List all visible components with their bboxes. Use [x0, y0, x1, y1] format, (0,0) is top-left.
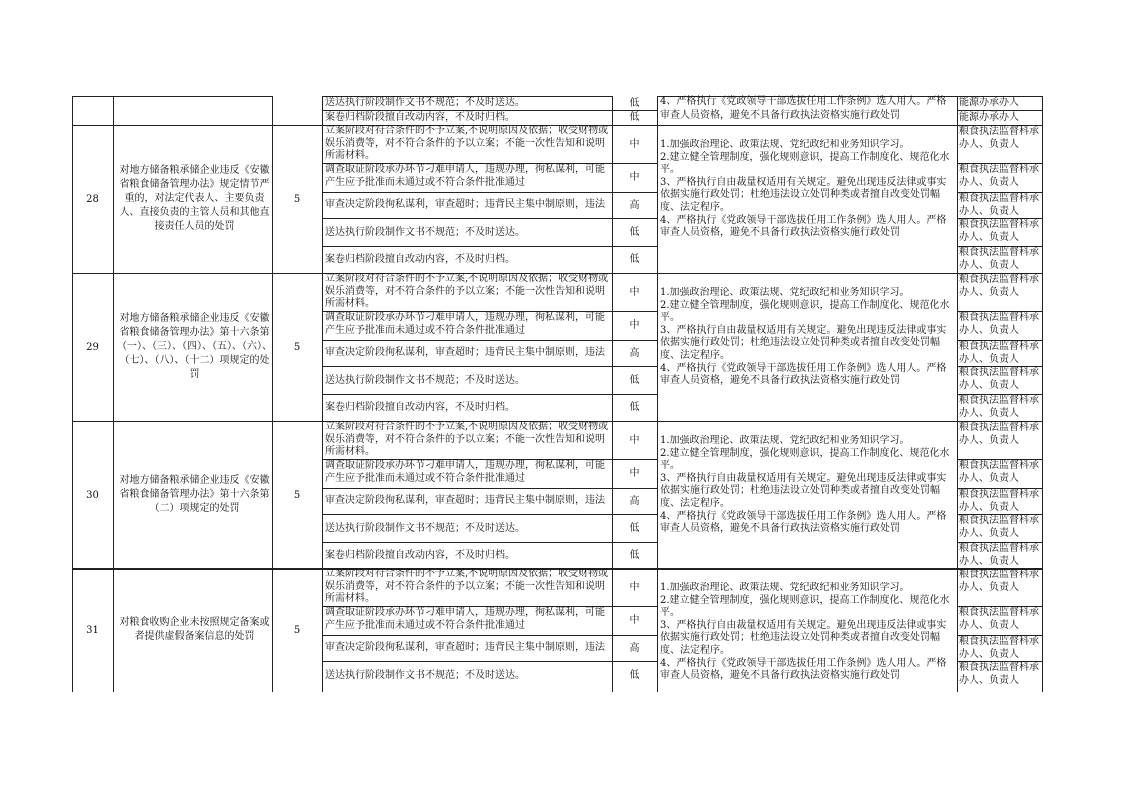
top-measure-text: 4、严格执行《党政领导干部选拔任用工作条例》选人用人。严格审查人员资格，避免不具备行政执法资格实施行政处罚	[660, 96, 947, 121]
risk-level: 低	[629, 226, 640, 238]
item-name: 对地方储备粮承储企业违反《安徽省粮食储备管理办法》第十六条第（一）、（三）、（四）、（五）、（六）、（七）、（八）、（十二）项规定的处罚	[117, 313, 272, 380]
column-border	[657, 421, 658, 569]
responsible-dept: 粮食执法监督科承办人、负责人	[959, 543, 1039, 567]
risk-step-text: 案卷归档阶段擅自改动内容，不及时归档。	[325, 550, 515, 561]
column-border	[72, 96, 73, 125]
risk-level: 低	[629, 550, 640, 561]
top-risk-level: 低	[629, 112, 640, 123]
prevention-measures	[660, 139, 954, 273]
risk-level: 高	[629, 199, 640, 211]
risk-level: 中	[629, 581, 640, 593]
top-risk-level: 低	[629, 97, 640, 109]
risk-level: 中	[629, 468, 640, 479]
top-responsible: 能源办承办人	[959, 97, 1019, 108]
responsible-dept: 粮食执法监督科承办人、负责人	[959, 247, 1039, 271]
responsible-dept: 粮食执法监督科承办人、负责人	[959, 569, 1039, 593]
risk-level: 低	[629, 402, 640, 413]
measure-item: 2.建立健全管理制度，强化规则意识，提高工作制度化、规范化水平。	[660, 447, 950, 472]
risk-step-text: 立案阶段对符合条件的不予立案,不说明原因及依据；收受财物或娱乐消费等，对不符合条件的予以立案；不能一次性告知和说明所需材料。	[325, 125, 609, 161]
column-border	[957, 421, 958, 569]
column-border	[113, 421, 114, 569]
risk-step-text: 立案阶段对符合条件的不予立案,不说明原因及依据；收受财物或娱乐消费等，对不符合条件的予以立案；不能一次性告知和说明所需材料。	[325, 421, 609, 457]
column-border	[957, 125, 958, 273]
responsible-dept: 粮食执法监督科承办人、负责人	[959, 164, 1039, 188]
item-name: 对粮食收购企业未按照规定备案或者提供虚假备案信息的处罚	[119, 617, 270, 642]
responsible-dept: 粮食执法监督科承办人、负责人	[959, 219, 1039, 243]
risk-level: 低	[629, 522, 640, 534]
risk-level: 中	[629, 320, 640, 331]
column-border	[113, 96, 114, 125]
deadline-days: 5	[293, 624, 301, 636]
column-border	[322, 125, 323, 273]
responsible-dept: 粮食执法监督科承办人、负责人	[959, 395, 1039, 419]
column-border	[1042, 273, 1043, 421]
column-border	[113, 273, 114, 421]
measure-item: 3、严格执行自由裁量权适用有关规定。避免出现违反法律或事实依据实施行政处罚；杜绝违法设立处罚种类或者擅自改变处罚幅度、法定程序。	[660, 324, 947, 361]
column-border	[1042, 125, 1043, 273]
row-number: 30	[86, 489, 99, 501]
responsible-dept: 粮食执法监督科承办人、负责人	[959, 312, 1039, 336]
item-name: 对地方储备粮承储企业违反《安徽省粮食储备管理办法》规定情节严重的，对法定代表人、主要负责人、直接负责的主管人员和其他直接责任人员的处罚	[119, 165, 270, 232]
top-responsible: 能源办承办人	[959, 112, 1019, 123]
risk-level: 中	[629, 615, 640, 626]
measure-item: 4、严格执行《党政领导干部选拔任用工作条例》选人用人。严格审查人员资格，避免不具备行政执法资格实施行政处罚	[660, 510, 947, 535]
risk-step-text: 调查取证阶段承办环节刁难申请人，违规办理，徇私谋利，可能产生应予批准而未通过或不符合条件批准通过	[325, 312, 605, 336]
responsible-dept: 粮食执法监督科承办人、负责人	[959, 126, 1039, 150]
column-border	[657, 273, 658, 421]
risk-step-text: 审查决定阶段徇私谋利，审查超时；违背民主集中制原则，违法	[325, 642, 605, 653]
measure-item: 4、严格执行《党政领导干部选拔任用工作条例》选人用人。严格审查人员资格，避免不具备行政执法资格实施行政处罚	[660, 657, 947, 682]
row-number: 31	[86, 624, 99, 636]
responsible-dept: 粮食执法监督科承办人、负责人	[959, 460, 1039, 484]
prevention-measures	[660, 582, 954, 692]
responsible-dept: 粮食执法监督科承办人、负责人	[959, 489, 1039, 513]
risk-step-text: 案卷归档阶段擅自改动内容，不及时归档。	[325, 254, 515, 265]
risk-step-text: 案卷归档阶段擅自改动内容，不及时归档。	[325, 402, 515, 413]
deadline-days: 5	[293, 489, 301, 501]
top-step-text: 案卷归档阶段擅自改动内容，不及时归档。	[325, 112, 515, 123]
measure-item: 1.加强政治理论、政策法规、党纪政纪和业务知识学习。	[660, 582, 910, 593]
column-border	[657, 125, 658, 273]
risk-level: 高	[629, 642, 640, 654]
risk-step-text: 调查取证阶段承办环节刁难申请人，违规办理，徇私谋利，可能产生应予批准而未通过或不符合条件批准通过	[325, 164, 605, 188]
risk-level: 中	[629, 434, 640, 446]
column-border	[322, 568, 323, 692]
column-border	[113, 568, 114, 692]
row-number: 29	[86, 341, 99, 353]
responsible-dept: 粮食执法监督科承办人、负责人	[959, 636, 1039, 660]
top-step-text: 送达执行阶段制作文书不规范；不及时送达。	[325, 97, 525, 108]
risk-step-text: 审查决定阶段徇私谋利，审查超时；违背民主集中制原则，违法	[325, 495, 605, 506]
deadline-days: 5	[293, 341, 301, 353]
risk-step-text: 送达执行阶段制作文书不规范；不及时送达。	[325, 669, 525, 681]
column-border	[1042, 568, 1043, 692]
risk-level: 低	[629, 254, 640, 265]
column-border	[1042, 421, 1043, 569]
row-number: 28	[86, 193, 99, 205]
deadline-days: 5	[293, 193, 301, 205]
risk-level: 高	[629, 495, 640, 507]
measure-item: 2.建立健全管理制度，强化规则意识，提高工作制度化、规范化水平。	[660, 594, 950, 619]
prevention-measures	[660, 435, 954, 569]
risk-level: 中	[629, 138, 640, 150]
column-border	[322, 273, 323, 421]
responsible-dept: 粮食执法监督科承办人、负责人	[959, 274, 1039, 298]
column-border	[657, 568, 658, 692]
risk-level: 中	[629, 172, 640, 183]
measure-item: 1.加强政治理论、政策法规、党纪政纪和业务知识学习。	[660, 435, 910, 446]
measure-item: 3、严格执行自由裁量权适用有关规定。避免出现违反法律或事实依据实施行政处罚；杜绝违法设立处罚种类或者擅自改变处罚幅度、法定程序。	[660, 176, 947, 213]
column-border	[322, 421, 323, 569]
measure-item: 3、严格执行自由裁量权适用有关规定。避免出现违反法律或事实依据实施行政处罚；杜绝违法设立处罚种类或者擅自改变处罚幅度、法定程序。	[660, 619, 947, 656]
item-name: 对地方储备粮承储企业违反《安徽省粮食储备管理办法》第十六条第（二）项规定的处罚	[119, 475, 270, 514]
measure-item: 2.建立健全管理制度，强化规则意识，提高工作制度化、规范化水平。	[660, 299, 950, 324]
measure-item: 1.加强政治理论、政策法规、党纪政纪和业务知识学习。	[660, 287, 910, 298]
column-border	[957, 273, 958, 421]
risk-step-text: 送达执行阶段制作文书不规范；不及时送达。	[325, 226, 525, 238]
measure-item: 1.加强政治理论、政策法规、党纪政纪和业务知识学习。	[660, 139, 910, 150]
risk-step-text: 审查决定阶段徇私谋利，审查超时；违背民主集中制原则，违法	[325, 199, 605, 210]
column-border	[272, 96, 273, 125]
prevention-measures	[660, 287, 954, 421]
responsible-dept: 粮食执法监督科承办人、负责人	[959, 607, 1039, 631]
responsible-dept: 粮食执法监督科承办人、负责人	[959, 515, 1039, 539]
responsible-dept: 粮食执法监督科承办人、负责人	[959, 341, 1039, 365]
risk-step-text: 调查取证阶段承办环节刁难申请人，违规办理，徇私谋利，可能产生应予批准而未通过或不符合条件批准通过	[325, 607, 605, 631]
risk-step-text: 送达执行阶段制作文书不规范；不及时送达。	[325, 374, 525, 386]
responsible-dept: 粮食执法监督科承办人、负责人	[959, 662, 1039, 686]
responsible-dept: 粮食执法监督科承办人、负责人	[959, 193, 1039, 217]
risk-level: 低	[629, 669, 640, 681]
risk-step-text: 审查决定阶段徇私谋利，审查超时；违背民主集中制原则，违法	[325, 347, 605, 358]
risk-level: 低	[629, 374, 640, 386]
measure-item: 4、严格执行《党政领导干部选拔任用工作条例》选人用人。严格审查人员资格，避免不具备行政执法资格实施行政处罚	[660, 214, 947, 239]
column-border	[113, 125, 114, 273]
responsible-dept: 粮食执法监督科承办人、负责人	[959, 367, 1039, 391]
risk-level: 高	[629, 347, 640, 359]
measure-item: 4、严格执行《党政领导干部选拔任用工作条例》选人用人。严格审查人员资格，避免不具备行政执法资格实施行政处罚	[660, 362, 947, 387]
column-border	[957, 568, 958, 692]
measure-item: 3、严格执行自由裁量权适用有关规定。避免出现违反法律或事实依据实施行政处罚；杜绝违法设立处罚种类或者擅自改变处罚幅度、法定程序。	[660, 472, 947, 509]
risk-step-text: 调查取证阶段承办环节刁难申请人，违规办理，徇私谋利，可能产生应予批准而未通过或不符合条件批准通过	[325, 460, 605, 484]
risk-step-text: 立案阶段对符合条件的不予立案,不说明原因及依据；收受财物或娱乐消费等，对不符合条件的予以立案；不能一次性告知和说明所需材料。	[325, 273, 609, 309]
measure-item: 2.建立健全管理制度，强化规则意识，提高工作制度化、规范化水平。	[660, 151, 950, 176]
row-border	[72, 96, 273, 97]
risk-step-text: 立案阶段对符合条件的不予立案,不说明原因及依据；收受财物或娱乐消费等，对不符合条件的予以立案；不能一次性告知和说明所需材料。	[325, 568, 609, 604]
risk-step-text: 送达执行阶段制作文书不规范；不及时送达。	[325, 522, 525, 534]
risk-level: 中	[629, 286, 640, 298]
responsible-dept: 粮食执法监督科承办人、负责人	[959, 422, 1039, 446]
